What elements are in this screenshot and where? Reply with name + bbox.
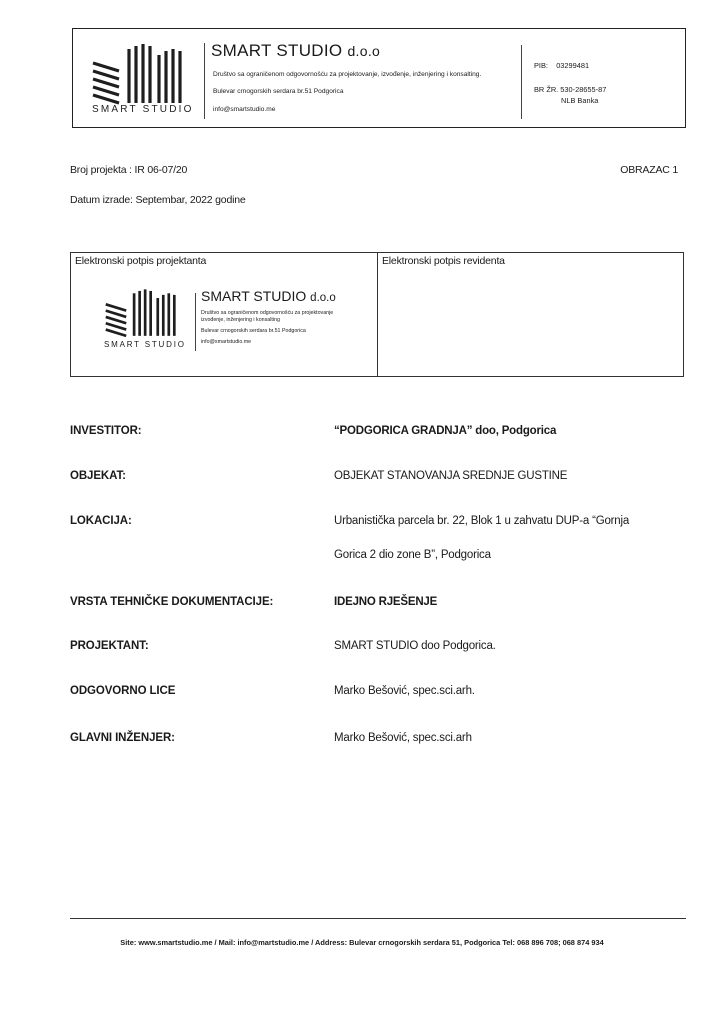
creation-date: Datum izrade: Septembar, 2022 godine — [70, 194, 246, 206]
company-name — [211, 41, 380, 61]
footer-contact: Site: www.smartstudio.me / Mail: info@martstudio.me / Address: Bulevar crnogorskih serdara 51, Podgorica Tel: 068 896 708; 068 874 934 — [120, 938, 604, 947]
pib-label: PIB: — [534, 61, 548, 70]
smart-studio-logo-icon — [101, 287, 183, 339]
designer-signature-label: Elektronski potpis projektanta — [75, 255, 207, 267]
letterhead — [72, 28, 686, 128]
pib-row — [534, 61, 589, 70]
stamp-line-1: Društvo sa ograničenom odgovornošću za projektovanje — [201, 310, 334, 316]
location-value: Urbanistička parcela br. 22, Blok 1 u zahvatu DUP-a “Gornja — [334, 515, 630, 527]
chief-engineer-label: GLAVNI INŽENJER: — [70, 732, 175, 744]
object-value: OBJEKAT STANOVANJA SREDNJE GUSTINE — [334, 470, 568, 482]
logo-wordmark: SMART STUDIO — [92, 104, 194, 115]
project-number: Broj projekta : IR 06-07/20 — [70, 164, 188, 176]
documentation-type-value: IDEJNO RJEŠENJE — [334, 596, 438, 608]
object-label: OBJEKAT: — [70, 470, 126, 482]
company-description: Društvo sa ograničenom odgovornošću za projektovanje, izvođenje, inženjering i konsalting. — [213, 71, 482, 78]
responsible-person-value: Marko Bešović, spec.sci.arh. — [334, 685, 475, 697]
zr-label: BR ŽR. — [534, 85, 559, 94]
bank-account-row — [534, 85, 606, 94]
designer-label: PROJEKTANT: — [70, 640, 149, 652]
bank-name: NLB Banka — [561, 96, 599, 105]
stamp-line-3: Bulevar crnogorskih serdara br.51 Podgorica — [201, 328, 306, 334]
responsible-person-label: ODGOVORNO LICE — [70, 685, 176, 697]
form-label: OBRAZAC 1 — [620, 164, 678, 176]
stamp-name-text: SMART STUDIO — [201, 288, 307, 304]
divider — [195, 293, 196, 351]
company-name-suffix: d.o.o — [347, 43, 381, 59]
company-address: Bulevar crnogorskih serdara br.51 Podgorica — [213, 88, 344, 95]
company-stamp — [101, 287, 371, 355]
investor-value: “PODGORICA GRADNJA” doo, Podgorica — [334, 425, 557, 437]
investor-label: INVESTITOR: — [70, 425, 142, 437]
reviewer-signature-label: Elektronski potpis revidenta — [382, 255, 505, 267]
documentation-type-label: VRSTA TEHNIČKE DOKUMENTACIJE: — [70, 596, 274, 608]
smart-studio-logo-icon — [89, 41, 189, 107]
chief-engineer-value: Marko Bešović, spec.sci.arh — [334, 732, 472, 744]
stamp-line-4: info@smartstudio.me — [201, 339, 252, 345]
location-value-line-2: Gorica 2 dio zone B”, Podgorica — [334, 549, 491, 561]
stamp-line-2: izvođenje, inženjering i konsalting — [201, 317, 280, 323]
divider — [204, 43, 205, 119]
company-name-text: SMART STUDIO — [211, 41, 343, 60]
signature-table — [70, 252, 684, 377]
stamp-logo-wordmark: SMART STUDIO — [104, 340, 186, 349]
designer-value: SMART STUDIO doo Podgorica. — [334, 640, 496, 652]
divider — [377, 253, 378, 376]
zr-value: 530-28655-87 — [560, 85, 607, 94]
divider — [521, 45, 522, 119]
location-label: LOKACIJA: — [70, 515, 132, 527]
pib-value: 03299481 — [556, 61, 590, 70]
company-email: info@smartstudio.me — [213, 106, 276, 113]
footer-divider — [70, 918, 686, 919]
stamp-company-name — [201, 288, 336, 304]
stamp-name-suffix: d.o.o — [310, 292, 336, 304]
